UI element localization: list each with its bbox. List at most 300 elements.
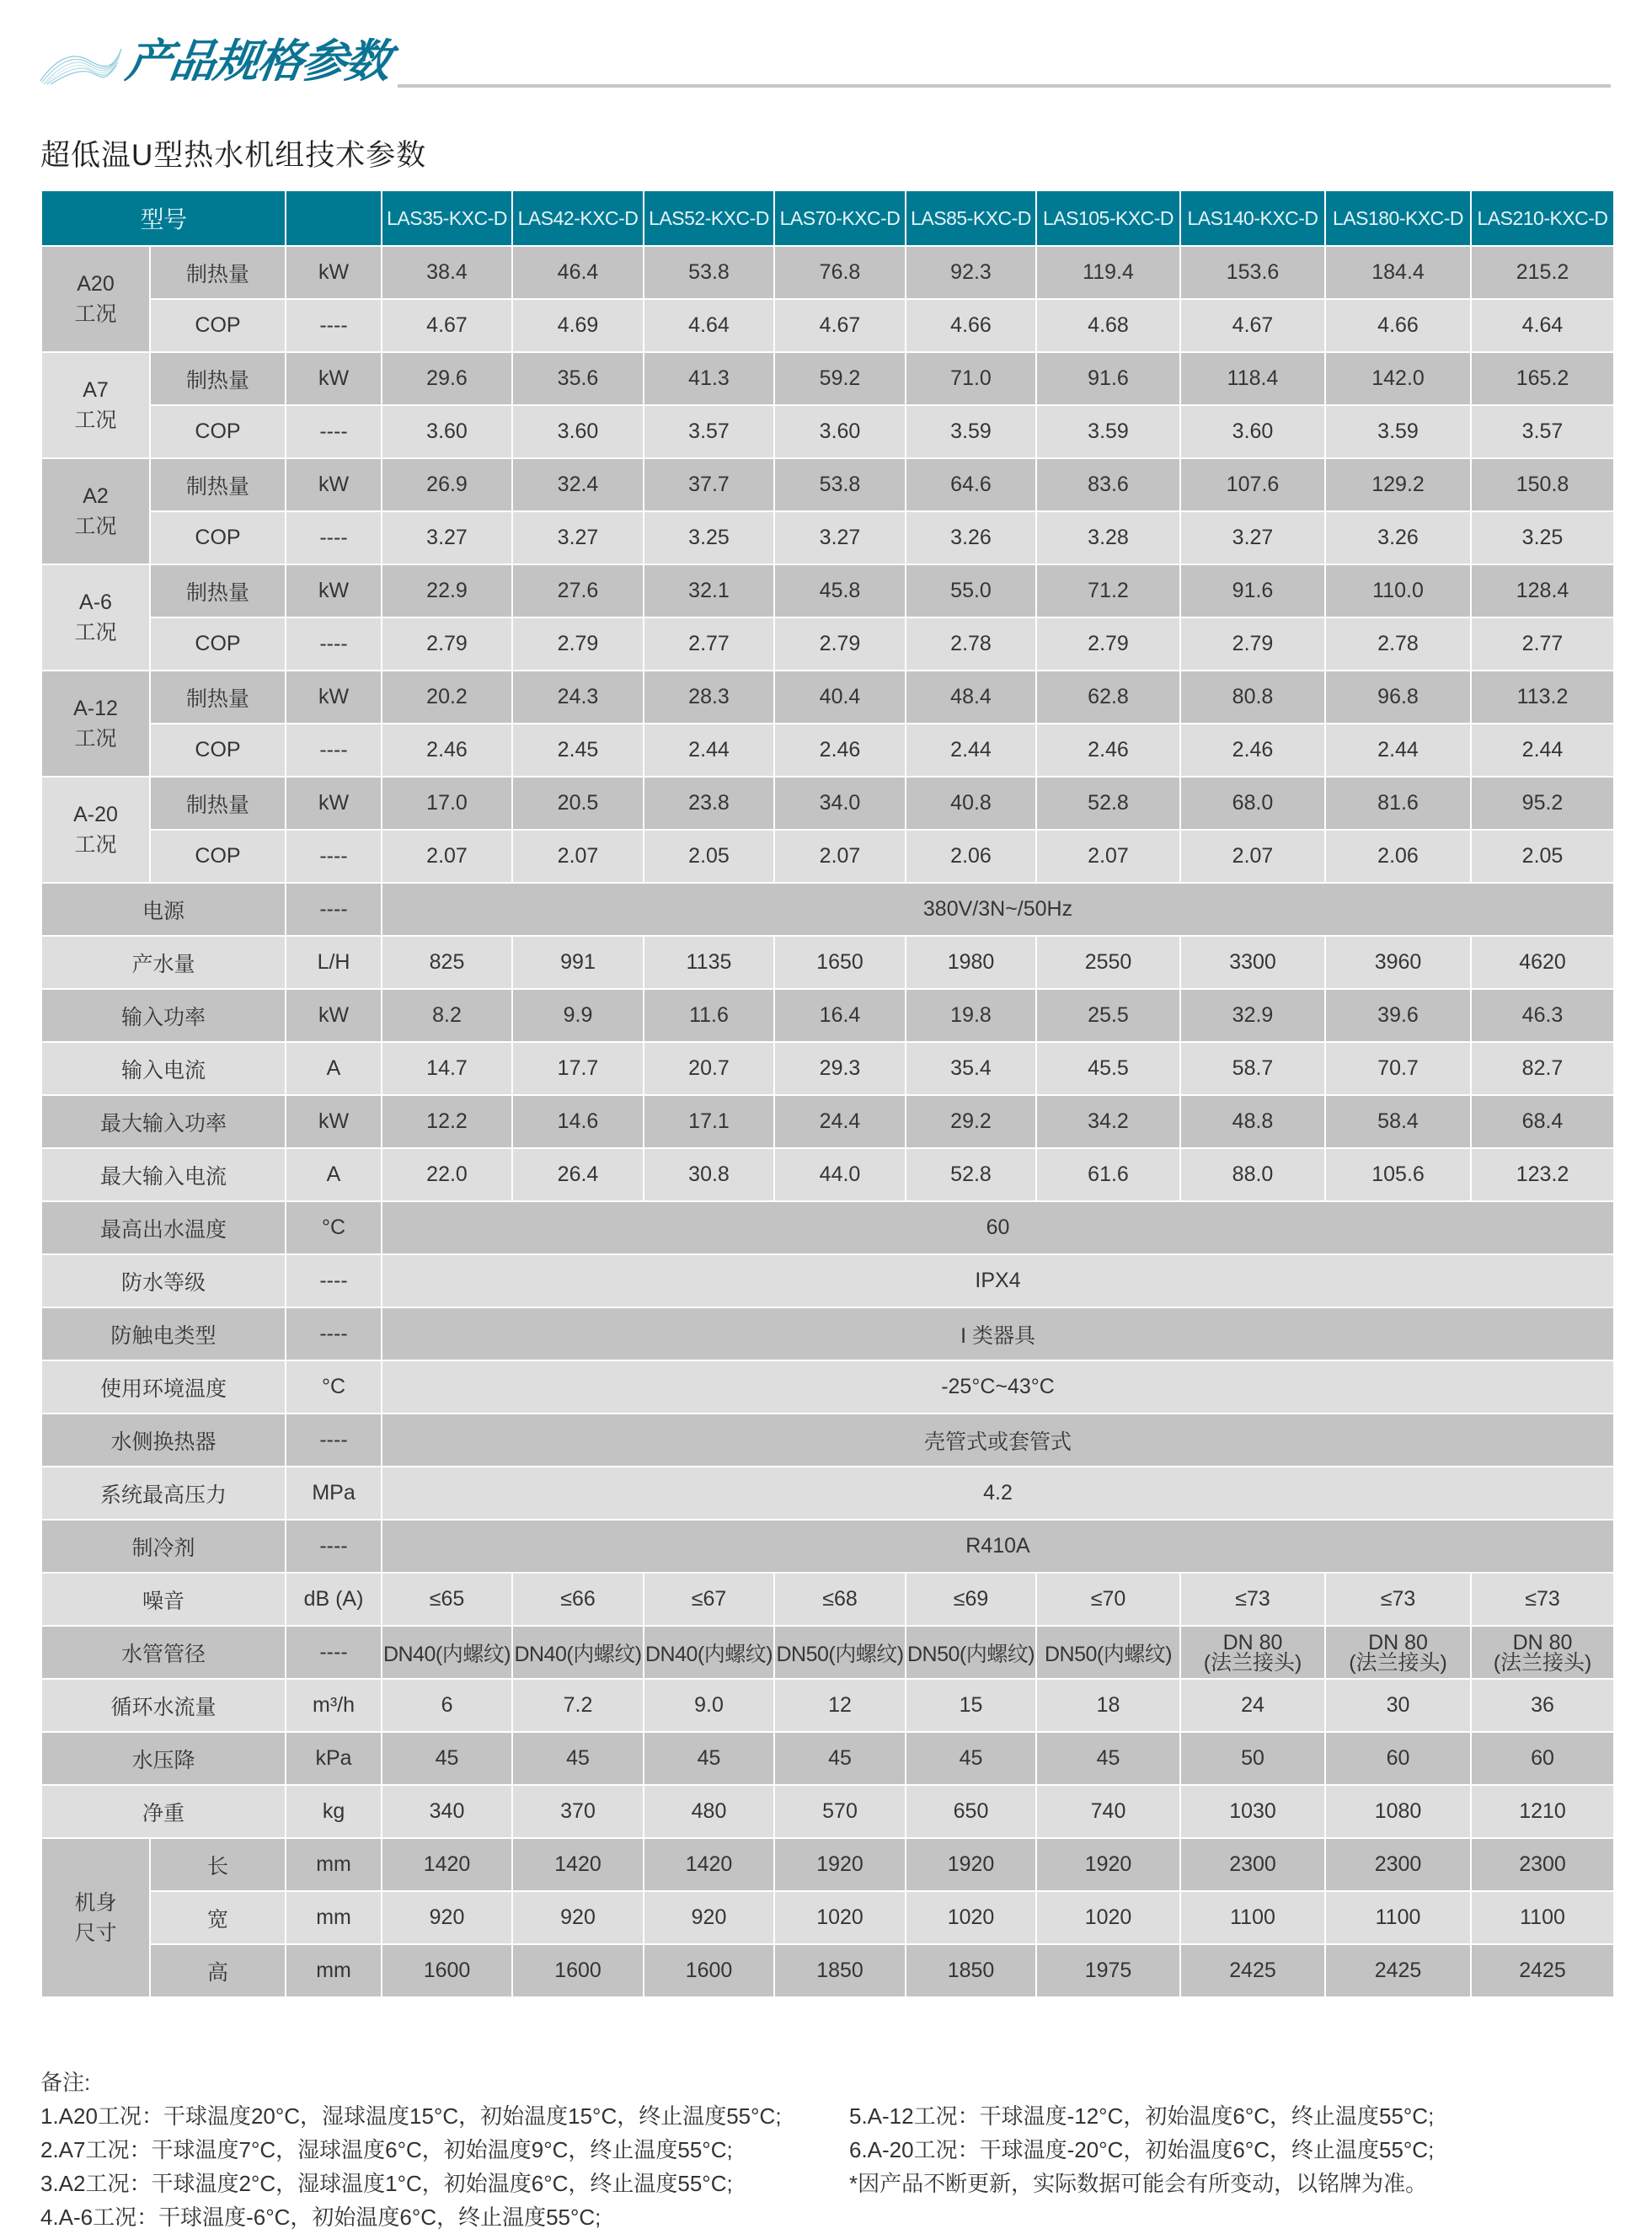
value-cell: 1100 <box>1180 1891 1325 1944</box>
value-cell: 53.8 <box>774 458 906 511</box>
model-header: LAS180-KXC-D <box>1325 190 1471 246</box>
value-cell: 20.7 <box>644 1042 774 1095</box>
value-cell: 4.69 <box>512 299 644 352</box>
value-cell: 991 <box>512 936 644 989</box>
value-cell: DN40(内螺纹) <box>382 1626 512 1679</box>
note-item: 2.A7工况：干球温度7°C，湿球温度6°C，初始温度9°C，终止温度55°C; <box>40 2137 733 2162</box>
value-cell: 165.2 <box>1471 352 1614 405</box>
value-cell: 3.59 <box>906 405 1036 458</box>
table-row <box>41 352 1614 405</box>
pipe-spec-line: DN 80 <box>1222 1630 1283 1654</box>
value-cell: 88.0 <box>1180 1148 1325 1201</box>
wave-logo-icon <box>39 42 123 86</box>
value-cell: 71.0 <box>906 352 1036 405</box>
value-cell: 2.45 <box>512 724 644 777</box>
value-cell: 12 <box>774 1679 906 1732</box>
value-cell: 2425 <box>1471 1944 1614 1997</box>
value-cell: 3.59 <box>1036 405 1180 458</box>
value-cell: 1975 <box>1036 1944 1180 1997</box>
value-cell: 3.27 <box>1180 511 1325 564</box>
row-refrigerant <box>41 1520 1614 1573</box>
param-label: 制热量 <box>150 777 286 830</box>
value-cell: 46.4 <box>512 246 644 299</box>
model-header: LAS85-KXC-D <box>906 190 1036 246</box>
value-cell: DN40(内螺纹) <box>512 1626 644 1679</box>
value-cell: 30.8 <box>644 1148 774 1201</box>
param-unit: MPa <box>286 1467 382 1520</box>
value-cell: 128.4 <box>1471 564 1614 617</box>
note-item: *因产品不断更新，实际数据可能会有所变动，以铭牌为准。 <box>849 2171 1428 2196</box>
value-cell: 3.59 <box>1325 405 1471 458</box>
value-cell: 96.8 <box>1325 671 1471 724</box>
value-cell: 3.27 <box>382 511 512 564</box>
value-cell: 18 <box>1036 1679 1180 1732</box>
condition-name: A-6 <box>79 591 112 614</box>
value-cell: 29.3 <box>774 1042 906 1095</box>
value-cell: DN50(内螺纹) <box>906 1626 1036 1679</box>
value-cell: 2.78 <box>906 617 1036 671</box>
value-cell: 1850 <box>906 1944 1036 1997</box>
value-cell: 11.6 <box>644 989 774 1042</box>
param-label: COP <box>150 299 286 352</box>
title-divider <box>398 84 1611 88</box>
model-header: LAS140-KXC-D <box>1180 190 1325 246</box>
param-label: COP <box>150 405 286 458</box>
param-unit: ---- <box>286 1307 382 1360</box>
value-cell: 1420 <box>644 1838 774 1891</box>
value-cell: 2.46 <box>774 724 906 777</box>
value-cell: 123.2 <box>1471 1148 1614 1201</box>
table-row <box>41 830 1614 883</box>
value-cell: 35.4 <box>906 1042 1036 1095</box>
row-max-pressure <box>41 1467 1614 1520</box>
value-cell: 30 <box>1325 1679 1471 1732</box>
value-cell: 23.8 <box>644 777 774 830</box>
value-cell: 3300 <box>1180 936 1325 989</box>
value-cell: 110.0 <box>1325 564 1471 617</box>
model-header: LAS35-KXC-D <box>382 190 512 246</box>
param-label: 最大输入电流 <box>41 1148 286 1201</box>
param-label: 高 <box>150 1944 286 1997</box>
value-cell: 2.78 <box>1325 617 1471 671</box>
param-label: 水管管径 <box>41 1626 286 1679</box>
value-cell: 53.8 <box>644 246 774 299</box>
param-label: 输入电流 <box>41 1042 286 1095</box>
value-cell: 142.0 <box>1325 352 1471 405</box>
value-cell: 28.3 <box>644 671 774 724</box>
value-cell: 480 <box>644 1785 774 1838</box>
page-title: 产品规格参数 <box>122 36 393 87</box>
value-cell: 34.0 <box>774 777 906 830</box>
value-cell: 2.79 <box>382 617 512 671</box>
value-cell: 8.2 <box>382 989 512 1042</box>
value-cell: 60 <box>1471 1732 1614 1785</box>
notes-right <box>849 2099 1434 2200</box>
param-label: 使用环境温度 <box>41 1360 286 1414</box>
value-cell: 24 <box>1180 1679 1325 1732</box>
value-cell: ≤73 <box>1471 1573 1614 1626</box>
condition-name: A2 <box>83 484 109 508</box>
param-unit: L/H <box>286 936 382 989</box>
notes-title: 备注: <box>40 2070 91 2095</box>
condition-suffix: 工况 <box>74 833 117 857</box>
value-cell: 825 <box>382 936 512 989</box>
value-cell: 3.26 <box>1325 511 1471 564</box>
param-unit: ---- <box>286 511 382 564</box>
value-cell: 45 <box>382 1732 512 1785</box>
model-header: LAS42-KXC-D <box>512 190 644 246</box>
row-net-weight <box>41 1785 1614 1838</box>
param-unit: kg <box>286 1785 382 1838</box>
row-water-flow <box>41 1679 1614 1732</box>
value-cell: 32.9 <box>1180 989 1325 1042</box>
table-row <box>41 1838 1614 1891</box>
value-cell: 2425 <box>1180 1944 1325 1997</box>
value-cell: 215.2 <box>1471 246 1614 299</box>
condition-name: A-12 <box>73 697 118 720</box>
value-cell: 3960 <box>1325 936 1471 989</box>
value-cell <box>1180 1626 1325 1679</box>
value-cell: 39.6 <box>1325 989 1471 1042</box>
value-cell: 3.60 <box>1180 405 1325 458</box>
condition-suffix: 工况 <box>74 409 117 432</box>
value-cell: 92.3 <box>906 246 1036 299</box>
table-title: 超低温U型热水机组技术参数 <box>40 139 427 172</box>
param-unit: kW <box>286 352 382 405</box>
value-cell: 4.66 <box>906 299 1036 352</box>
param-unit: ---- <box>286 617 382 671</box>
value-cell: 29.2 <box>906 1095 1036 1148</box>
condition-name: A20 <box>77 272 115 296</box>
param-label: 防触电类型 <box>41 1307 286 1360</box>
param-unit: ---- <box>286 1254 382 1307</box>
value-cell: 4.64 <box>644 299 774 352</box>
pipe-spec-line: (法兰接头) <box>1349 1650 1447 1675</box>
param-unit: ---- <box>286 1626 382 1679</box>
condition-suffix: 工况 <box>74 621 117 644</box>
value-cell: DN50(内螺纹) <box>1036 1626 1180 1679</box>
value-cell: 37.7 <box>644 458 774 511</box>
param-unit: °C <box>286 1360 382 1414</box>
value-cell: 40.8 <box>906 777 1036 830</box>
unit-header <box>286 190 382 246</box>
param-label: 防水等级 <box>41 1254 286 1307</box>
table-row <box>41 458 1614 511</box>
value-cell: 35.6 <box>512 352 644 405</box>
table-row <box>41 617 1614 671</box>
value-cell: 2.06 <box>906 830 1036 883</box>
value-cell: 16.4 <box>774 989 906 1042</box>
value-cell: 68.0 <box>1180 777 1325 830</box>
value-cell: 4620 <box>1471 936 1614 989</box>
value-cell: 1100 <box>1471 1891 1614 1944</box>
value-cell: 45 <box>512 1732 644 1785</box>
value-cell: 4.67 <box>1180 299 1325 352</box>
value-cell: 36 <box>1471 1679 1614 1732</box>
value-cell: 17.7 <box>512 1042 644 1095</box>
value-cell: 17.1 <box>644 1095 774 1148</box>
value-cell: 107.6 <box>1180 458 1325 511</box>
param-unit: kW <box>286 564 382 617</box>
value-cell: 4.68 <box>1036 299 1180 352</box>
value-cell: 2.06 <box>1325 830 1471 883</box>
merged-value-cell: 壳管式或套管式 <box>382 1414 1614 1467</box>
value-cell: 64.6 <box>906 458 1036 511</box>
param-unit: ---- <box>286 724 382 777</box>
value-cell: 1210 <box>1471 1785 1614 1838</box>
value-cell: 58.7 <box>1180 1042 1325 1095</box>
value-cell: 4.66 <box>1325 299 1471 352</box>
condition-suffix: 工况 <box>74 515 117 538</box>
value-cell: 2.79 <box>1036 617 1180 671</box>
value-cell: 1920 <box>906 1838 1036 1891</box>
param-label: 最大输入功率 <box>41 1095 286 1148</box>
value-cell: 34.2 <box>1036 1095 1180 1148</box>
value-cell: 3.57 <box>1471 405 1614 458</box>
condition-suffix: 工况 <box>74 302 117 326</box>
value-cell: 920 <box>512 1891 644 1944</box>
value-cell: 26.9 <box>382 458 512 511</box>
param-label: 制热量 <box>150 564 286 617</box>
value-cell: 370 <box>512 1785 644 1838</box>
value-cell: ≤70 <box>1036 1573 1180 1626</box>
row-pipe-diameter <box>41 1626 1614 1679</box>
model-header: LAS210-KXC-D <box>1471 190 1614 246</box>
param-unit: kW <box>286 777 382 830</box>
value-cell: 1020 <box>1036 1891 1180 1944</box>
table-row <box>41 1944 1614 1997</box>
value-cell: 26.4 <box>512 1148 644 1201</box>
value-cell: 60 <box>1325 1732 1471 1785</box>
param-unit: mm <box>286 1891 382 1944</box>
param-label: 循环水流量 <box>41 1679 286 1732</box>
value-cell: 7.2 <box>512 1679 644 1732</box>
model-header: LAS105-KXC-D <box>1036 190 1180 246</box>
value-cell: 2.44 <box>1325 724 1471 777</box>
value-cell: 70.7 <box>1325 1042 1471 1095</box>
value-cell: 2.46 <box>1180 724 1325 777</box>
pipe-spec-line: (法兰接头) <box>1493 1650 1592 1675</box>
table-row <box>41 511 1614 564</box>
param-unit: A <box>286 1042 382 1095</box>
value-cell: 45 <box>774 1732 906 1785</box>
condition-name: A-20 <box>73 803 118 826</box>
value-cell: 19.8 <box>906 989 1036 1042</box>
note-item: 3.A2工况：干球温度2°C，湿球温度1°C，初始温度6°C，终止温度55°C; <box>40 2171 733 2196</box>
condition-suffix: 工况 <box>74 727 117 751</box>
value-cell: 40.4 <box>774 671 906 724</box>
value-cell: 3.26 <box>906 511 1036 564</box>
param-label: COP <box>150 724 286 777</box>
value-cell: 12.2 <box>382 1095 512 1148</box>
param-unit: ---- <box>286 299 382 352</box>
model-header-label: 型号 <box>41 190 286 246</box>
value-cell: 2.77 <box>644 617 774 671</box>
value-cell: 2.44 <box>906 724 1036 777</box>
value-cell: 3.60 <box>382 405 512 458</box>
param-label: 电源 <box>41 883 286 936</box>
value-cell <box>1471 1626 1614 1679</box>
value-cell: 38.4 <box>382 246 512 299</box>
value-cell: 52.8 <box>906 1148 1036 1201</box>
value-cell: 58.4 <box>1325 1095 1471 1148</box>
value-cell: 2.05 <box>644 830 774 883</box>
table-row <box>41 405 1614 458</box>
value-cell: 41.3 <box>644 352 774 405</box>
value-cell: 2.44 <box>1471 724 1614 777</box>
value-cell: 45 <box>1036 1732 1180 1785</box>
value-cell: 3.27 <box>774 511 906 564</box>
value-cell: 3.60 <box>774 405 906 458</box>
value-cell: 920 <box>382 1891 512 1944</box>
value-cell: 95.2 <box>1471 777 1614 830</box>
param-unit: kPa <box>286 1732 382 1785</box>
param-label: 水侧换热器 <box>41 1414 286 1467</box>
value-cell: 2.07 <box>774 830 906 883</box>
value-cell: 6 <box>382 1679 512 1732</box>
value-cell: 15 <box>906 1679 1036 1732</box>
value-cell: 50 <box>1180 1732 1325 1785</box>
value-cell: 24.4 <box>774 1095 906 1148</box>
note-item: 5.A-12工况：干球温度-12°C，初始温度6°C，终止温度55°C; <box>849 2103 1435 2129</box>
value-cell <box>1325 1626 1471 1679</box>
value-cell: 740 <box>1036 1785 1180 1838</box>
value-cell: 48.8 <box>1180 1095 1325 1148</box>
value-cell: 29.6 <box>382 352 512 405</box>
row-max-input-current <box>41 1148 1614 1201</box>
value-cell: 25.5 <box>1036 989 1180 1042</box>
value-cell: 1980 <box>906 936 1036 989</box>
value-cell: 1020 <box>906 1891 1036 1944</box>
value-cell: ≤69 <box>906 1573 1036 1626</box>
table-row <box>41 246 1614 299</box>
spec-table <box>40 190 1615 1998</box>
value-cell: 570 <box>774 1785 906 1838</box>
value-cell: 1020 <box>774 1891 906 1944</box>
value-cell: 22.9 <box>382 564 512 617</box>
value-cell: 82.7 <box>1471 1042 1614 1095</box>
row-noise <box>41 1573 1614 1626</box>
row-water-output <box>41 936 1614 989</box>
value-cell: 22.0 <box>382 1148 512 1201</box>
note-item: 6.A-20工况：干球温度-20°C，初始温度6°C，终止温度55°C; <box>849 2137 1435 2162</box>
value-cell: ≤66 <box>512 1573 644 1626</box>
value-cell: 1920 <box>774 1838 906 1891</box>
value-cell: 1600 <box>382 1944 512 1997</box>
value-cell: 45.8 <box>774 564 906 617</box>
param-unit: kW <box>286 1095 382 1148</box>
table-row <box>41 564 1614 617</box>
table-row <box>41 299 1614 352</box>
param-unit: ---- <box>286 1414 382 1467</box>
value-cell: 9.9 <box>512 989 644 1042</box>
param-label: 宽 <box>150 1891 286 1944</box>
table-row <box>41 671 1614 724</box>
merged-value-cell: 60 <box>382 1201 1614 1254</box>
value-cell: 2.07 <box>512 830 644 883</box>
param-unit: ---- <box>286 1520 382 1573</box>
value-cell: 1850 <box>774 1944 906 1997</box>
pipe-spec-line: DN 80 <box>1368 1630 1428 1654</box>
value-cell: 2.07 <box>1036 830 1180 883</box>
model-header-row <box>41 190 1614 246</box>
value-cell: 62.8 <box>1036 671 1180 724</box>
value-cell: ≤73 <box>1325 1573 1471 1626</box>
pipe-spec-line: DN 80 <box>1512 1630 1573 1654</box>
param-unit: kW <box>286 989 382 1042</box>
param-unit: ---- <box>286 830 382 883</box>
value-cell: 1650 <box>774 936 906 989</box>
value-cell: 920 <box>644 1891 774 1944</box>
value-cell: 9.0 <box>644 1679 774 1732</box>
value-cell: 1030 <box>1180 1785 1325 1838</box>
row-power-supply <box>41 883 1614 936</box>
param-unit: kW <box>286 458 382 511</box>
row-water-exchanger <box>41 1414 1614 1467</box>
value-cell: 3.60 <box>512 405 644 458</box>
row-input-power <box>41 989 1614 1042</box>
row-pressure-drop <box>41 1732 1614 1785</box>
value-cell: 184.4 <box>1325 246 1471 299</box>
value-cell: 14.7 <box>382 1042 512 1095</box>
value-cell: 118.4 <box>1180 352 1325 405</box>
condition-group-label <box>41 352 150 458</box>
value-cell: 153.6 <box>1180 246 1325 299</box>
merged-value-cell: I 类器具 <box>382 1307 1614 1360</box>
value-cell: 340 <box>382 1785 512 1838</box>
condition-group-label <box>41 564 150 671</box>
value-cell: 113.2 <box>1471 671 1614 724</box>
value-cell: 52.8 <box>1036 777 1180 830</box>
value-cell: 4.67 <box>382 299 512 352</box>
value-cell: 2.07 <box>382 830 512 883</box>
value-cell: 2.79 <box>1180 617 1325 671</box>
param-unit: kW <box>286 246 382 299</box>
param-unit: mm <box>286 1944 382 1997</box>
param-label: 水压降 <box>41 1732 286 1785</box>
value-cell: 2.79 <box>774 617 906 671</box>
note-item: 1.A20工况：干球温度20°C，湿球温度15°C，初始温度15°C，终止温度55°C; <box>40 2103 782 2129</box>
value-cell: 2425 <box>1325 1944 1471 1997</box>
value-cell: 150.8 <box>1471 458 1614 511</box>
param-label: 噪音 <box>41 1573 286 1626</box>
merged-value-cell: 380V/3N~/50Hz <box>382 883 1614 936</box>
value-cell: 27.6 <box>512 564 644 617</box>
value-cell: 17.0 <box>382 777 512 830</box>
param-label: COP <box>150 830 286 883</box>
value-cell: 4.64 <box>1471 299 1614 352</box>
value-cell: 2.77 <box>1471 617 1614 671</box>
param-unit: m³/h <box>286 1679 382 1732</box>
param-label: 长 <box>150 1838 286 1891</box>
value-cell: 48.4 <box>906 671 1036 724</box>
param-label: 系统最高压力 <box>41 1467 286 1520</box>
param-unit: ---- <box>286 405 382 458</box>
condition-group-label <box>41 246 150 352</box>
value-cell: 2.46 <box>1036 724 1180 777</box>
value-cell: 2300 <box>1180 1838 1325 1891</box>
value-cell: 1420 <box>382 1838 512 1891</box>
value-cell: 14.6 <box>512 1095 644 1148</box>
value-cell: 3.57 <box>644 405 774 458</box>
value-cell: 2.05 <box>1471 830 1614 883</box>
value-cell: 2300 <box>1325 1838 1471 1891</box>
param-label: 制冷剂 <box>41 1520 286 1573</box>
table-row <box>41 777 1614 830</box>
row-ambient-temp <box>41 1360 1614 1414</box>
value-cell: 119.4 <box>1036 246 1180 299</box>
param-label: 制热量 <box>150 246 286 299</box>
